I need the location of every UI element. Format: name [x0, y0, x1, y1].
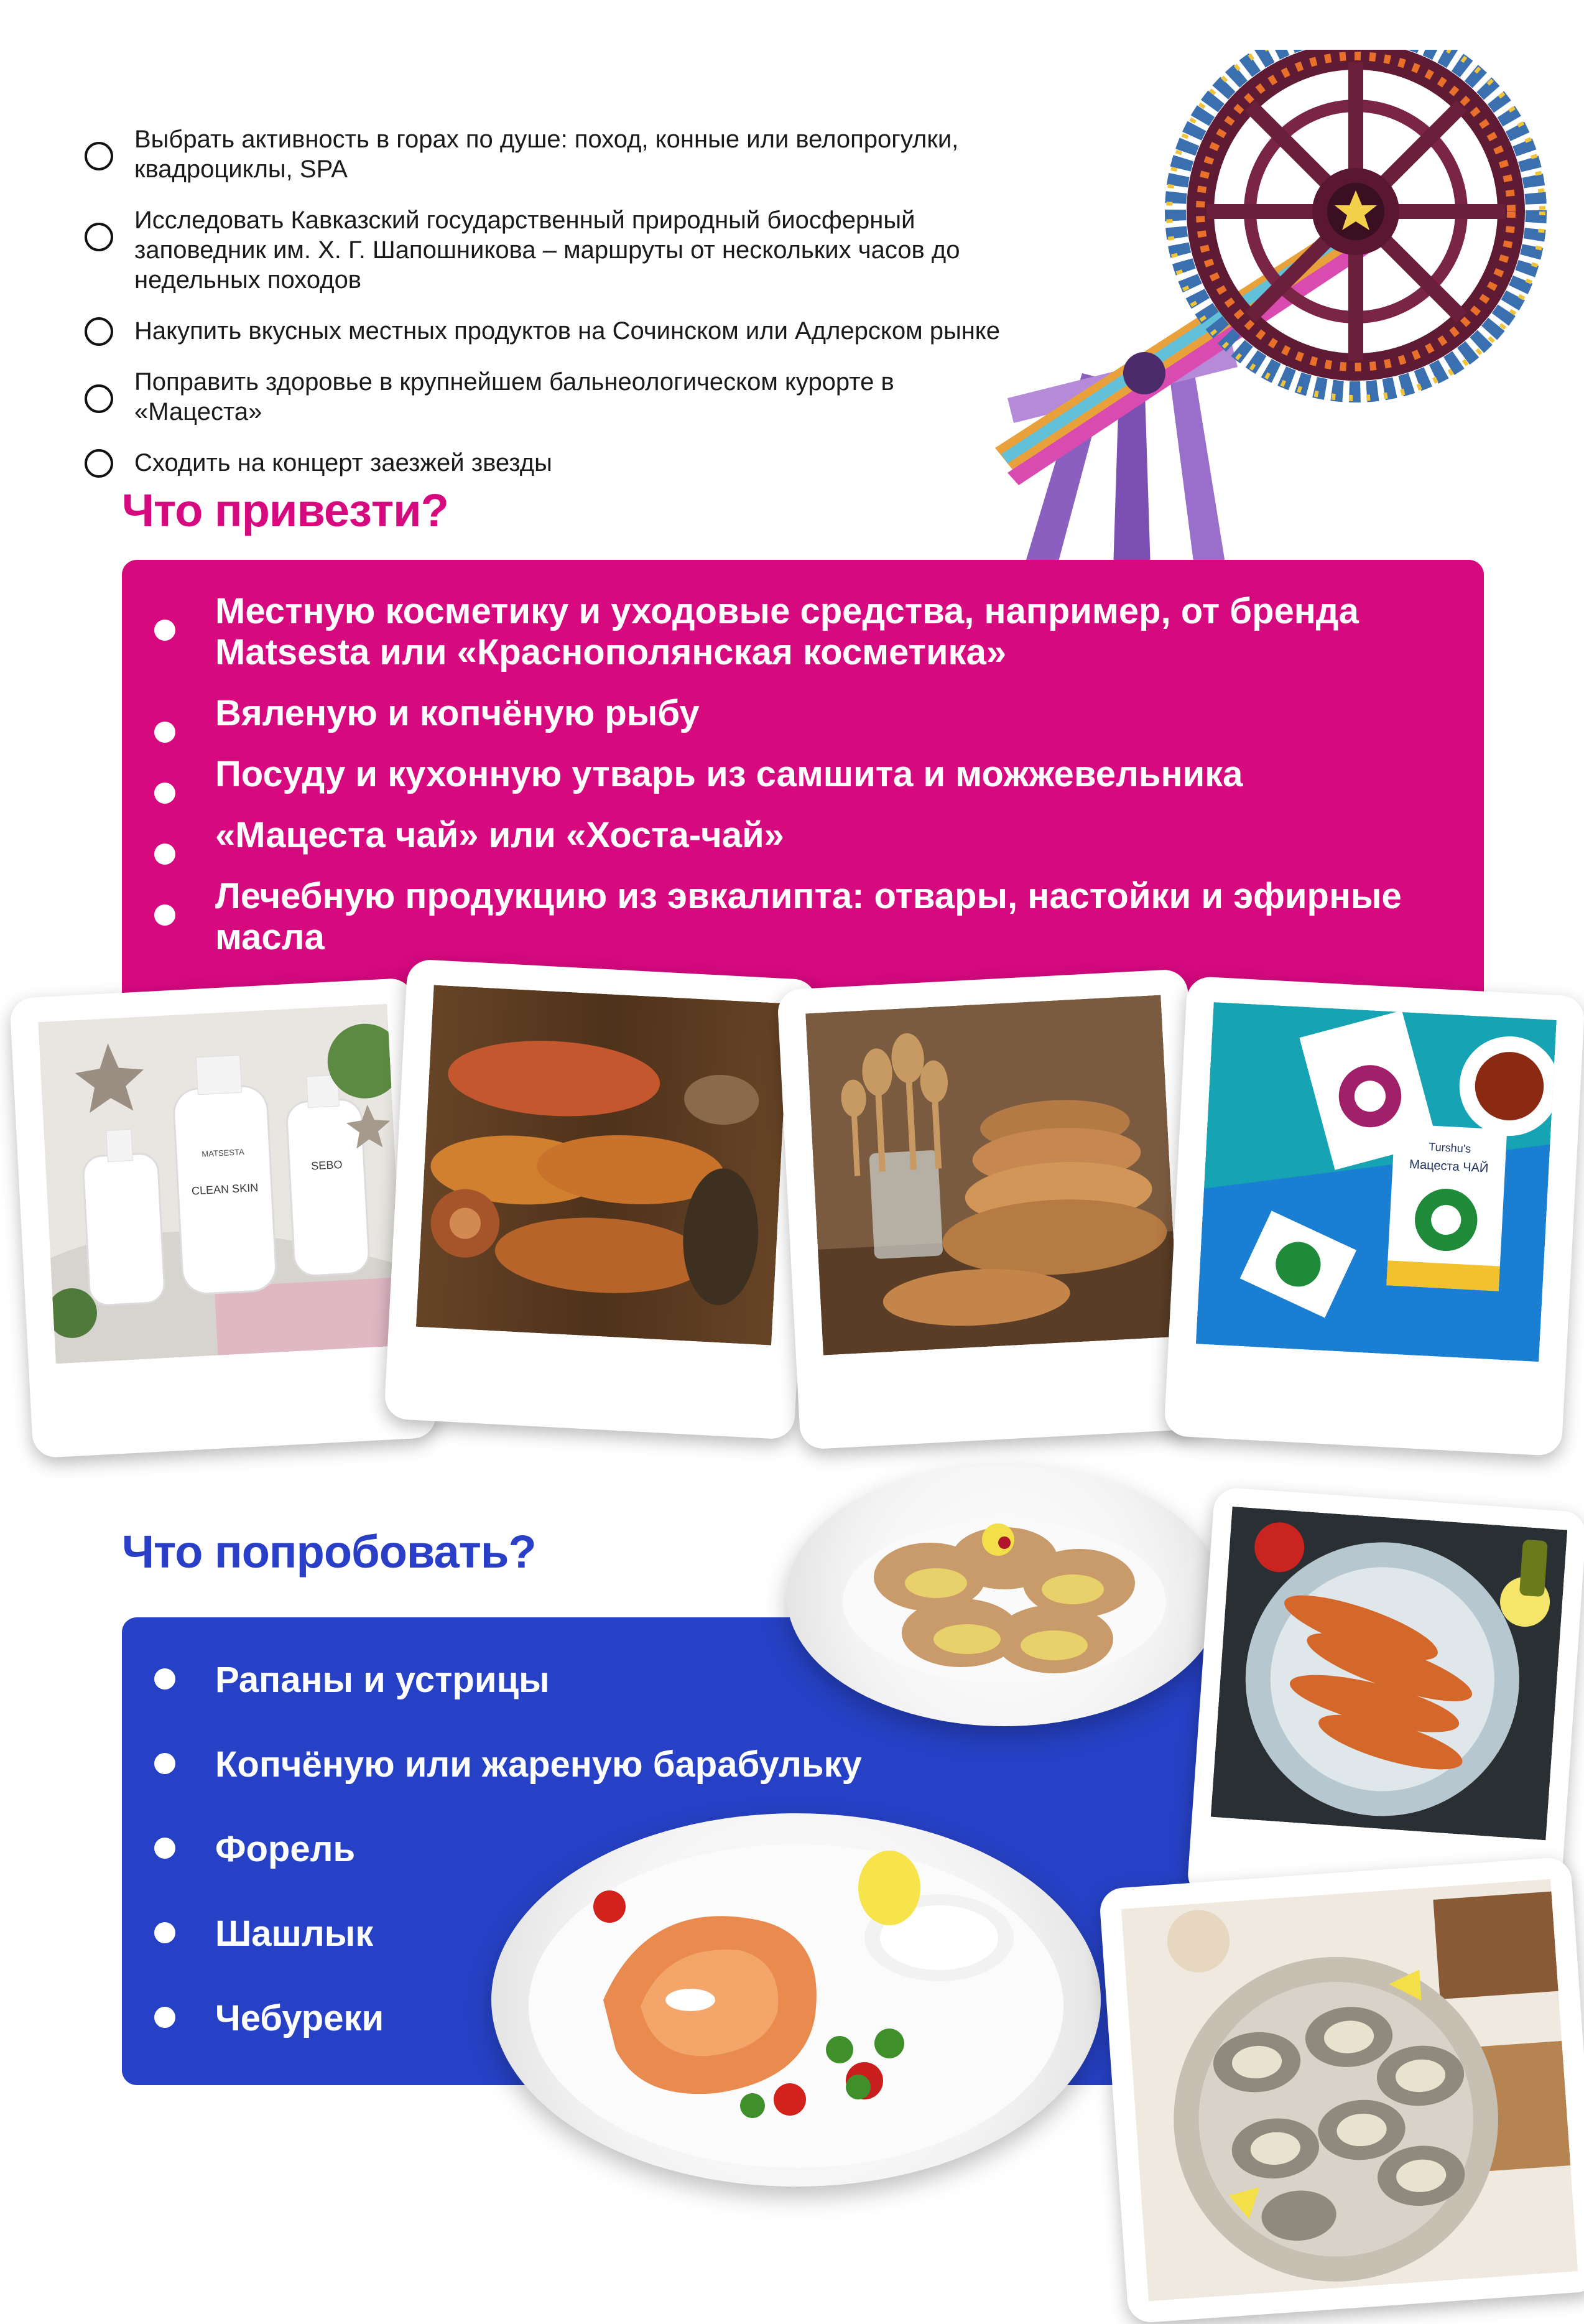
tea-brand-label: Turshu's	[1428, 1140, 1471, 1155]
checkbox-circle-icon	[85, 449, 113, 478]
bullet-icon	[154, 1922, 175, 1943]
activity-item: Сходить на концерт заезжей звезды	[81, 448, 1014, 478]
checkbox-circle-icon	[85, 223, 113, 251]
photo-wooden-utensils	[777, 969, 1211, 1450]
rapana-plate-image	[787, 1465, 1222, 1726]
salmon-plate-image	[491, 1813, 1101, 2187]
bullet-icon	[154, 783, 175, 804]
tea-name-label: Мацеста ЧАЙ	[1409, 1157, 1489, 1176]
bring-item: Лечебную продукцию из эвкалипта: отвары, настойки и эфирные масла	[122, 876, 1459, 958]
try-item: Форель	[122, 1829, 868, 1870]
oysters-image	[1121, 1879, 1578, 2302]
bullet-icon	[154, 844, 175, 865]
activity-item: Выбрать активность в горах по душе: поход, конные или велопрогулки, квадроциклы, SPA	[81, 124, 1014, 184]
bring-heading: Что привезти?	[122, 485, 448, 536]
red-mullet-image	[1211, 1507, 1568, 1840]
photo-fish	[384, 959, 818, 1440]
checkbox-circle-icon	[85, 317, 113, 346]
photo-tea	[1164, 976, 1584, 1456]
bring-item: Вяленую и копчёную рыбу	[122, 693, 1459, 734]
wooden-utensils-image	[805, 995, 1179, 1355]
cosmetics-brand-label: MATSESTA	[201, 1147, 245, 1159]
photo-cosmetics	[9, 977, 437, 1458]
cosmetics-product-2-label: SEBO	[310, 1158, 343, 1173]
activity-item: Поправить здоровье в крупнейшем бальнеологическом курорте в «Мацеста»	[81, 367, 1014, 427]
activities-checklist	[81, 124, 1014, 499]
bullet-icon	[154, 904, 175, 926]
try-item: Копчёную или жареную барабульку	[122, 1744, 868, 1785]
bullet-icon	[154, 1753, 175, 1774]
cosmetics-product-label: CLEAN SKIN	[191, 1181, 259, 1197]
dried-fish-image	[416, 985, 789, 1345]
activity-item: Накупить вкусных местных продуктов на Сочинском или Адлерском рынке	[81, 316, 1014, 346]
bullet-icon	[154, 1668, 175, 1690]
try-item: Рапаны и устрицы	[122, 1660, 868, 1701]
bullet-icon	[154, 722, 175, 743]
try-item: Шашлык	[122, 1913, 868, 1954]
matsesta-tea-image	[1196, 1002, 1557, 1362]
bullet-icon	[154, 2007, 175, 2028]
bring-item: «Мацеста чай» или «Хоста-чай»	[122, 815, 1459, 856]
photo-oysters	[1099, 1856, 1584, 2323]
photo-red-mullet	[1187, 1487, 1584, 1922]
bring-item: Посуду и кухонную утварь из самшита и можжевельника	[122, 754, 1459, 795]
bring-list	[122, 591, 1459, 978]
try-heading: Что попробовать?	[122, 1526, 536, 1578]
checkbox-circle-icon	[85, 384, 113, 413]
bullet-icon	[154, 620, 175, 641]
cosmetics-image	[38, 1004, 405, 1364]
try-item: Чебуреки	[122, 1998, 868, 2039]
bullet-icon	[154, 1838, 175, 1859]
activity-item: Исследовать Кавказский государственный природный биосферный заповедник им. Х. Г. Шапошникова – маршруты от нескольких часов до недельных походов	[81, 205, 1014, 295]
bring-item: Местную косметику и уходовые средства, например, от бренда Matsesta или «Краснополянская косметика»	[122, 591, 1459, 673]
checkbox-circle-icon	[85, 142, 113, 170]
